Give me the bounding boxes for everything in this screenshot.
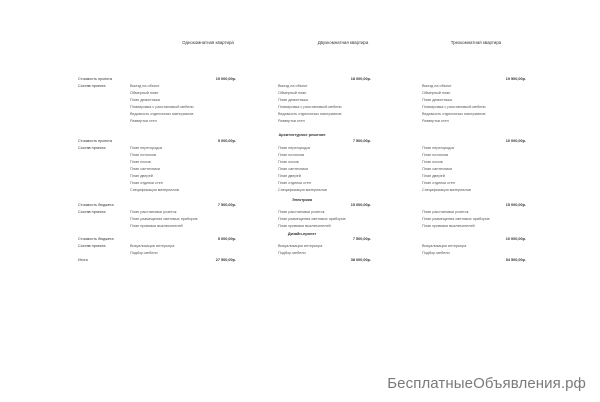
b2-r2-c2: План полов bbox=[278, 160, 299, 164]
b1-r3-c2: Планировка с расстановкой мебели bbox=[278, 105, 342, 109]
b2-r2-c1: План полов bbox=[130, 160, 151, 164]
b3-r2-c1: План привязки выключателей bbox=[130, 224, 183, 228]
b4-r1-c1: Подбор мебели bbox=[130, 251, 158, 255]
price-b3-c1: 7 500,00р. bbox=[217, 203, 236, 207]
label-cost-project: Стоимость проекта bbox=[78, 77, 112, 81]
b2-r0-c1: План перегородок bbox=[130, 146, 163, 150]
b3-r2-c2: План привязки выключателей bbox=[278, 224, 331, 228]
b4-r1-c3: Подбор мебели bbox=[422, 251, 450, 255]
b1-r5-c3: Развертки стен bbox=[422, 119, 449, 123]
b2-r5-c3: План отделки стен bbox=[422, 181, 455, 185]
b3-r0-c3: План расстановки розеток bbox=[422, 210, 469, 214]
b1-r3-c3: Планировка с расстановкой мебели bbox=[422, 105, 486, 109]
total-c1: 27 500,00р. bbox=[215, 258, 236, 262]
header-two-room: Двухкомнатная квартира bbox=[317, 40, 369, 45]
b3-r2-c3: План привязки выключателей bbox=[422, 224, 475, 228]
b1-r0-c1: Выезд на объект bbox=[130, 84, 160, 88]
b1-r1-c3: Обмерный план bbox=[422, 91, 451, 95]
b2-r0-c2: План перегородок bbox=[278, 146, 311, 150]
b1-r2-c3: План демонтажа bbox=[422, 98, 452, 102]
b3-r0-c2: План расстановки розеток bbox=[278, 210, 325, 214]
b1-r5-c1: Развертки стен bbox=[130, 119, 157, 123]
price-b4-c3: 10 000,00р. bbox=[505, 237, 526, 241]
b2-r3-c2: План сантехники bbox=[278, 167, 308, 171]
total-c3: 54 500,00р. bbox=[505, 258, 526, 262]
b4-r1-c2: Подбор мебели bbox=[278, 251, 306, 255]
header-three-room: Трехкомнатная квартира bbox=[450, 40, 502, 45]
b2-r5-c2: План отделки стен bbox=[278, 181, 311, 185]
b2-r1-c3: План потолков bbox=[422, 153, 449, 157]
b1-r1-c1: Обмерный план bbox=[130, 91, 159, 95]
price-b1-c2: 18 000,00р. bbox=[350, 77, 371, 81]
b1-r4-c3: Ведомость отделочных материалов bbox=[422, 112, 486, 116]
b1-r5-c2: Развертки стен bbox=[278, 119, 305, 123]
b1-r2-c2: План демонтажа bbox=[278, 98, 308, 102]
price-b1-c1: 19 000,00р. bbox=[215, 77, 236, 81]
price-b2-c3: 10 000,00р. bbox=[505, 139, 526, 143]
price-b3-c3: 15 000,00р. bbox=[505, 203, 526, 207]
b1-r0-c2: Выезд на объект bbox=[278, 84, 308, 88]
label-cost-budget: Стоимость бюджета bbox=[78, 203, 114, 207]
header-one-room: Однокомнатная квартира bbox=[182, 40, 234, 45]
price-b4-c1: 5 000,00р. bbox=[217, 237, 236, 241]
b2-r4-c1: План дверей bbox=[130, 174, 153, 178]
label-total: Итого bbox=[78, 258, 88, 262]
section-design-project: Дизайн-проект bbox=[287, 231, 317, 236]
b1-r3-c1: Планировка с расстановкой мебели bbox=[130, 105, 194, 109]
b2-r3-c3: План сантехники bbox=[422, 167, 452, 171]
b4-r0-c3: Визуализация интерьера bbox=[422, 244, 467, 248]
b3-r1-c1: План размещения световых приборов bbox=[130, 217, 198, 221]
price-b3-c2: 15 000,00р. bbox=[350, 203, 371, 207]
b4-r0-c1: Визуализация интерьера bbox=[130, 244, 175, 248]
section-architecture: Архитектурное решение bbox=[278, 132, 326, 137]
section-electrics: Электрика bbox=[292, 197, 312, 202]
label-cost-budget-2: Стоимость бюджета bbox=[78, 237, 114, 241]
b4-r0-c2: Визуализация интерьера bbox=[278, 244, 323, 248]
b2-r2-c3: План полов bbox=[422, 160, 443, 164]
label-composition-4: Состав проекта bbox=[78, 244, 106, 248]
b3-r1-c3: План размещения световых приборов bbox=[422, 217, 490, 221]
b3-r1-c2: План размещения световых приборов bbox=[278, 217, 346, 221]
watermark: БесплатныеОбъявления.рф bbox=[387, 375, 586, 392]
b1-r1-c2: Обмерный план bbox=[278, 91, 307, 95]
b1-r4-c1: Ведомость отделочных материалов bbox=[130, 112, 194, 116]
price-b1-c3: 19 500,00р. bbox=[505, 77, 526, 81]
b1-r4-c2: Ведомость отделочных материалов bbox=[278, 112, 342, 116]
b2-r3-c1: План сантехники bbox=[130, 167, 160, 171]
b2-r5-c1: План отделки стен bbox=[130, 181, 163, 185]
b2-r4-c2: План дверей bbox=[278, 174, 301, 178]
price-b2-c2: 7 500,00р. bbox=[352, 139, 371, 143]
b2-r1-c2: План потолков bbox=[278, 153, 305, 157]
b2-r1-c1: План потолков bbox=[130, 153, 157, 157]
b2-r4-c3: План дверей bbox=[422, 174, 445, 178]
b3-r0-c1: План расстановки розеток bbox=[130, 210, 177, 214]
column-headers bbox=[78, 40, 526, 52]
b2-r6-c1: Спецификация материалов bbox=[130, 188, 179, 192]
label-composition: Состав проекта bbox=[78, 84, 106, 88]
label-composition-2: Состав проекта bbox=[78, 146, 106, 150]
price-b2-c1: 5 000,00р. bbox=[217, 139, 236, 143]
price-b4-c2: 7 500,00р. bbox=[352, 237, 371, 241]
label-composition-3: Состав проекта bbox=[78, 210, 106, 214]
label-cost-project-2: Стоимость проекта bbox=[78, 139, 112, 143]
b2-r0-c3: План перегородок bbox=[422, 146, 455, 150]
b2-r6-c2: Спецификация материалов bbox=[278, 188, 327, 192]
total-c2: 38 000,00р. bbox=[350, 258, 371, 262]
b1-r2-c1: План демонтажа bbox=[130, 98, 160, 102]
b1-r0-c3: Выезд на объект bbox=[422, 84, 452, 88]
b2-r6-c3: Спецификация материалов bbox=[422, 188, 471, 192]
